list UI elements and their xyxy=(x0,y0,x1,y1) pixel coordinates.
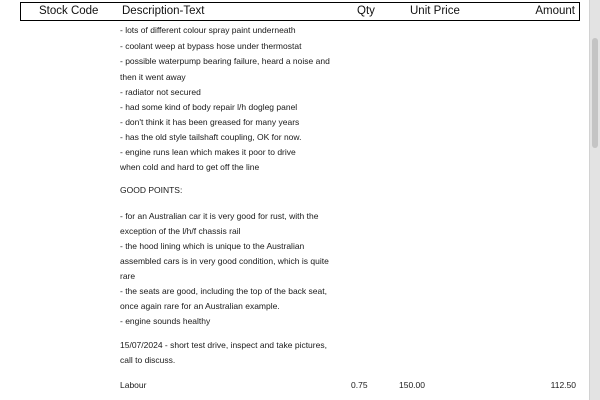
description-line: - lots of different colour spray paint underneath xyxy=(120,25,296,35)
description-line: - engine sounds healthy xyxy=(120,316,211,326)
description-line: when cold and hard to get off the line xyxy=(120,162,260,172)
header-qty: Qty xyxy=(357,5,375,17)
header-stock-code: Stock Code xyxy=(39,5,99,17)
description-line: rare xyxy=(120,271,136,281)
description-line: - coolant weep at bypass hose under thermostat xyxy=(120,41,302,51)
description-line: - radiator not secured xyxy=(120,87,201,97)
description-line: exception of the l/h/f chassis rail xyxy=(120,226,241,236)
labour-qty: 0.75 xyxy=(351,380,368,390)
description-line: then it went away xyxy=(120,72,186,82)
labour-unit-price: 150.00 xyxy=(399,380,425,390)
description-line: - had some kind of body repair l/h dogleg panel xyxy=(120,102,298,112)
description-line: 15/07/2024 - short test drive, inspect and take pictures, xyxy=(120,340,327,350)
labour-description: Labour xyxy=(120,380,147,390)
description-line: - the hood lining which is unique to the Australian xyxy=(120,241,305,251)
header-unit-price: Unit Price xyxy=(410,5,460,17)
description-line: - engine runs lean which makes it poor to drive xyxy=(120,147,296,157)
description-line: - for an Australian car it is very good for rust, with the xyxy=(120,211,319,221)
header-amount: Amount xyxy=(535,5,575,17)
description-line: - possible waterpump bearing failure, heard a noise and xyxy=(120,56,330,66)
labour-amount: 112.50 xyxy=(550,380,576,390)
description-line: call to discuss. xyxy=(120,355,176,365)
header-description: Description-Text xyxy=(122,5,205,17)
table-header xyxy=(20,2,580,21)
description-line: once again rare for an Australian example. xyxy=(120,301,280,311)
description-line: assembled cars is in very good condition, which is quite xyxy=(120,256,329,266)
scrollbar-thumb[interactable] xyxy=(592,38,598,148)
description-line: - the seats are good, including the top of the back seat, xyxy=(120,286,327,296)
description-line: - has the old style tailshaft coupling, OK for now. xyxy=(120,132,302,142)
vertical-scrollbar[interactable] xyxy=(589,0,600,400)
description-line: - don't think it has been greased for many years xyxy=(120,117,300,127)
good-points-heading: GOOD POINTS: xyxy=(120,185,183,195)
